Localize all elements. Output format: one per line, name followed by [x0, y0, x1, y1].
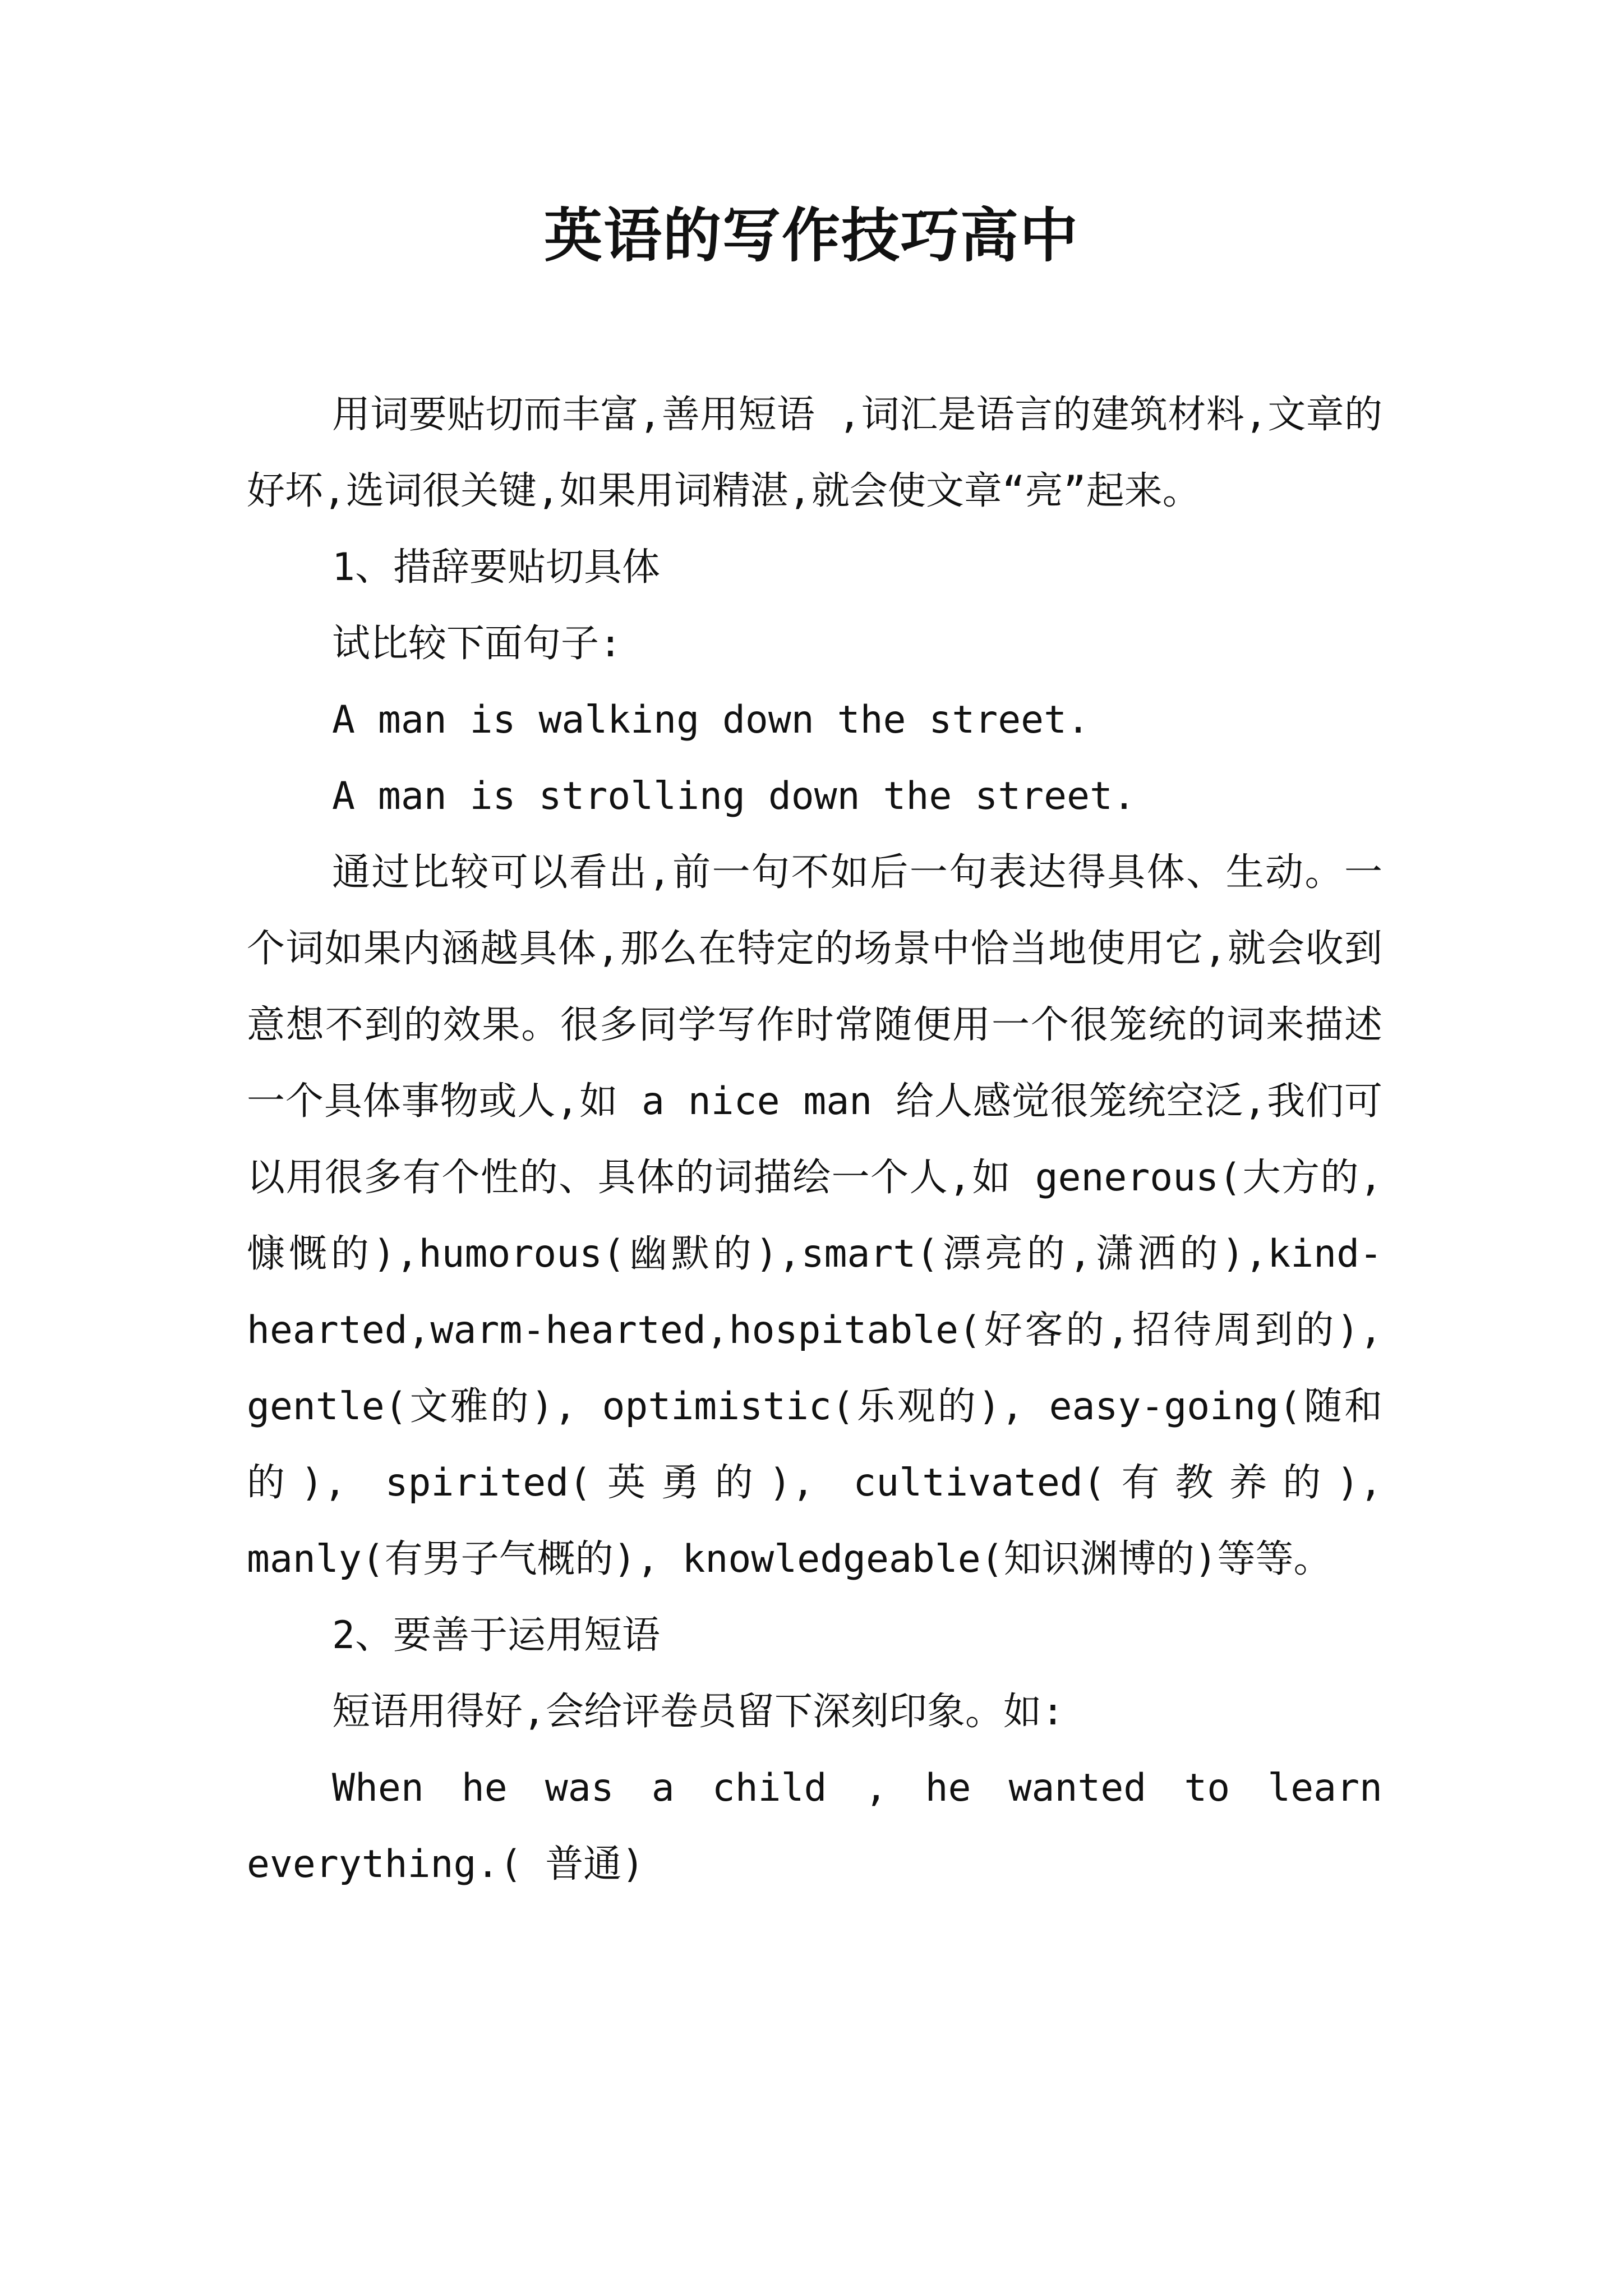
paragraph-phrase-intro: 短语用得好,会给评卷员留下深刻印象。如:: [332, 1690, 1064, 1734]
page-title: 英语的写作技巧高中: [543, 201, 1079, 270]
example-sentence-2: A man is strolling down the street.: [332, 774, 1136, 818]
document-body: [247, 377, 1382, 1903]
section-heading-2: 2、要善于运用短语: [332, 1613, 660, 1658]
paragraph-compare-prompt: 试比较下面句子:: [332, 622, 622, 666]
example-sentence-1: A man is walking down the street.: [332, 698, 1090, 742]
example-sentence-3: When he was a child , he wanted to learn everything.( 普通): [247, 1766, 1382, 1887]
paragraph-intro: 用词要贴切而丰富,善用短语 ,词汇是语言的建筑材料,文章的好坏,选词很关键,如果用词精湛,就会使文章“亮”起来。: [247, 393, 1382, 513]
section-heading-1: 1、措辞要贴切具体: [332, 545, 660, 590]
paragraph-explanation: 通过比较可以看出,前一句不如后一句表达得具体、生动。一个词如果内涵越具体,那么在特定的场景中恰当地使用它,就会收到意想不到的效果。很多同学写作时常随便用一个很笼统的词来描述一个具体事物或人,如 a nice man 给人感觉很笼统空泛,我们可以用很多有个性的、具体的词描绘一个人,如 generous(大方的,慷慨的),humorous(幽默的),smart(漂亮的,潇洒的),kind-hearted,warm-hearted,hospitable(好客的,招待周到的), gentle(文雅的), optimistic(乐观的), easy-going(随和的), spirited(英勇的), cultivated(有教养的), manly(有男子气概的), knowledgeable(知识渊博的)等等。: [247, 850, 1382, 1581]
